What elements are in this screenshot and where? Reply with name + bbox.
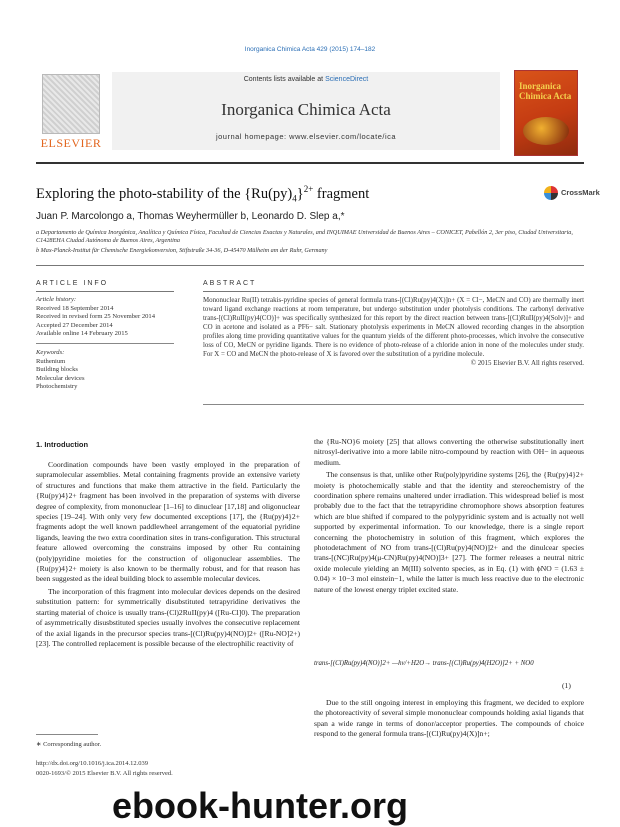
abstract-heading-rule bbox=[203, 291, 584, 292]
affiliation-b: b Max-Planck-Institut für Chemische Energiekonversion, Stiftstraße 34-36, D-45470 Mülheim am der Ruhr, Germany bbox=[36, 247, 328, 254]
history-label: Article history: bbox=[36, 296, 77, 303]
crossmark-icon bbox=[544, 186, 558, 200]
sciencedirect-link[interactable]: ScienceDirect bbox=[325, 76, 369, 83]
elsevier-tree-icon bbox=[42, 74, 100, 134]
abstract-copyright: © 2015 Elsevier B.V. All rights reserved. bbox=[470, 360, 584, 367]
history-item: Available online 14 February 2015 bbox=[36, 330, 128, 338]
history-item: Received 18 September 2014 bbox=[36, 304, 114, 312]
cover-graphic bbox=[523, 117, 569, 145]
abstract-heading: ABSTRACT bbox=[203, 280, 257, 287]
abstract-text: Mononuclear Ru(II) tetrakis-pyridine species of general formula trans-[(Cl)Ru(py)4(X)]n+ (X = Cl−, MeCN and CO) are thermally inert toward ligand exchange reactions at room temperature, but undergo substitution under photolysis conditions. The carbonyl derivative trans-[(Cl)RuII(py)4(CO)]+ was specifically synthesized for this report by the direct reaction between trans-[(Cl)RuII(py)4(Solv)]+ and CO in acetone and isolated as a PF6− salt. Stationary photolysis experiments in MeCN allowed recording changes in the absorption profiles along time providing quantitative values for the quantum yields of the different photo-processes, which involve the consecutive loss of CO, MeCN or pyridine ligands. There is no evidence of photo-release of a chloride anion in none of the molecules under study. For X = CO and MeCN the photo-release of X is favored over the substitution of a pyridine molecule. bbox=[203, 297, 584, 358]
header-rule bbox=[36, 162, 584, 164]
corresponding-author-note: ∗ Corresponding author. bbox=[36, 741, 102, 748]
abstract-body bbox=[203, 296, 584, 368]
journal-title: Inorganica Chimica Acta bbox=[221, 100, 391, 119]
history-item: Received in revised form 25 November 2014 bbox=[36, 313, 156, 321]
article-info-heading: ARTICLE INFO bbox=[36, 280, 109, 287]
journal-cover-image bbox=[514, 70, 578, 156]
info-divider bbox=[36, 343, 174, 344]
right-column bbox=[314, 437, 584, 597]
article-title: Exploring the photo-stability of the $\{Ru(py)_4\}^{2+}$ fragment bbox=[36, 184, 370, 204]
equation-number: (1) bbox=[562, 681, 571, 690]
journal-reference[interactable]: Inorganica Chimica Acta 429 (2015) 174–182 bbox=[244, 46, 376, 53]
section-heading: 1. Introduction bbox=[36, 440, 89, 449]
author-list: Juan P. Marcolongo a, Thomas Weyhermüller b, Leonardo D. Slep a,* bbox=[36, 211, 345, 222]
publisher-name: ELSEVIER bbox=[40, 136, 102, 150]
watermark: ebook-hunter.org bbox=[112, 785, 408, 826]
crossmark-label: CrossMark bbox=[561, 188, 600, 197]
crossmark-badge[interactable] bbox=[544, 186, 600, 202]
contents-line bbox=[112, 76, 500, 83]
history-item: Accepted 27 December 2014 bbox=[36, 321, 113, 329]
equation: trans-[(Cl)Ru(py)4(NO)]2+ —hν/+H2O→ trans-[(Cl)Ru(py)4(H2O)]2+ + NO0 bbox=[314, 660, 534, 667]
paragraph: Coordination compounds have been vastly employed in the preparation of supramolecular assemblies. Metal containing fragments provide an extensive variety of structures and functions that make them attractive in the field. Particularly the {Ru(py)4}2+ fragment has been involved in the preparation of systems with diverse degree of complexity, from mononuclear [1–16] to dinuclear [17,18] and oligonuclear species [19–24]. With only very few documented exceptions [17], the {Ru(py)4}2+ fragments adopt the well known paddlewheel arrangement of the equatorial pyridine ligands, leaving the two extra coordination sites in trans-configuration. This structural feature allowed overcoming the constrains imposed by other Ru containing (poly)pyridine moieties for the construction of oligonuclear assemblies. The {Ru(py)4}2+ moiety is also known to be thermally robust, and for that reason has been suggested as the ideal building block to assemble molecular devices. bbox=[36, 460, 300, 584]
keyword: Building blocks bbox=[36, 366, 78, 374]
right-column-continued bbox=[314, 698, 584, 742]
paragraph: Due to the still ongoing interest in employing this fragment, we decided to explore the photoreactivity of several simple mononuclear compounds holding axial ligands that span a wide range in terms of donor/acceptor properties. The compounds of choice respond to the general formula trans-[(Cl)Ru(py)4(X)]n+; bbox=[314, 698, 584, 739]
info-heading-rule bbox=[36, 291, 174, 292]
elsevier-logo bbox=[36, 70, 106, 158]
keyword: Photochemistry bbox=[36, 383, 78, 391]
article-info bbox=[36, 296, 174, 392]
keyword: Ruthenium bbox=[36, 357, 66, 365]
affiliation-rule bbox=[36, 265, 584, 266]
paragraph: the {Ru-NO}6 moiety [25] that allows converting the otherwise substitutionally inert nitrosyl-derivative into a more labile nitro-compound by reaction with OH− in aqueous medium. bbox=[314, 437, 584, 467]
paragraph: The incorporation of this fragment into molecular devices depends on the desired substitution pattern: for symmetrically disubstituted tetrapyridine derivatives the starting material of choice is usually trans-(Cl)2RuII(py)4 ([Ru-Cl]0). The preparation of asymmetrically disusbstituted species usually involves the consecutive replacement of the axial ligands in the precursor species trans-[(Cl)Ru(py)4(NO)]2+ ([Ru-NO]2+) [23]. The controlled replacement is possible because of the electrophilic reactivity of bbox=[36, 586, 300, 648]
abstract-bottom-rule bbox=[203, 404, 584, 405]
issn-line: 0020-1693/© 2015 Elsevier B.V. All rights reserved. bbox=[36, 770, 173, 777]
cover-title: Inorganica Chimica Acta bbox=[519, 81, 572, 101]
left-column bbox=[36, 460, 300, 651]
footnote-rule bbox=[36, 734, 98, 735]
journal-homepage[interactable]: journal homepage: www.elsevier.com/locate/ica bbox=[215, 132, 397, 141]
affiliation-a: a Departamento de Química Inorgánica, Analítica y Química Física, Facultad de Ciencias Exactas y Naturales, and INQUIMAE Universidad de Buenos Aires – CONICET, Pabellón 2, 3er piso, Ciudad Universitaria, C1428EHA Ciudad Autónoma de Buenos Aires, Argentina bbox=[36, 229, 573, 244]
doi-link[interactable]: http://dx.doi.org/10.1016/j.ica.2014.12.039 bbox=[36, 760, 149, 767]
keywords-label: Keywords: bbox=[36, 348, 65, 356]
paragraph: The consensus is that, unlike other Ru(poly)pyridine systems [26], the {Ru(py)4}2+ moiety is photochemically stable and that the identity and stereochemistry of the coordination sphere remains unaltered under irradiation. This widespread belief is most probably due to the fact that the tetrapyridine chromophore shows absorption features which are blue shifted if compared to the polypyridinic system and is actually not well supported by experimental information. To our knowledge, there is a single report concerning the photochemistry in solution of this fragment, which explores the photodetachment of NO from trans-[(Cl)Ru(py)4(NO)]2+ and the dinulcear species trans-[(NC)Ru(py)4(μ-CN)Ru(py)4(NO)]3+ [27]. The former releases a neutral nitric oxide molecule yielding an M(III) solvento species, as in Eq. (1) with ϕNO = (1.63 ± 0.04) × 10−3 mol einstein−1, while the latter is much less reactive due to the electronic nature of the lowest energy triplet excited state. bbox=[314, 470, 584, 594]
contents-prefix: Contents lists available at bbox=[243, 76, 326, 83]
journal-masthead bbox=[112, 72, 500, 150]
keyword: Molecular devices bbox=[36, 374, 85, 382]
